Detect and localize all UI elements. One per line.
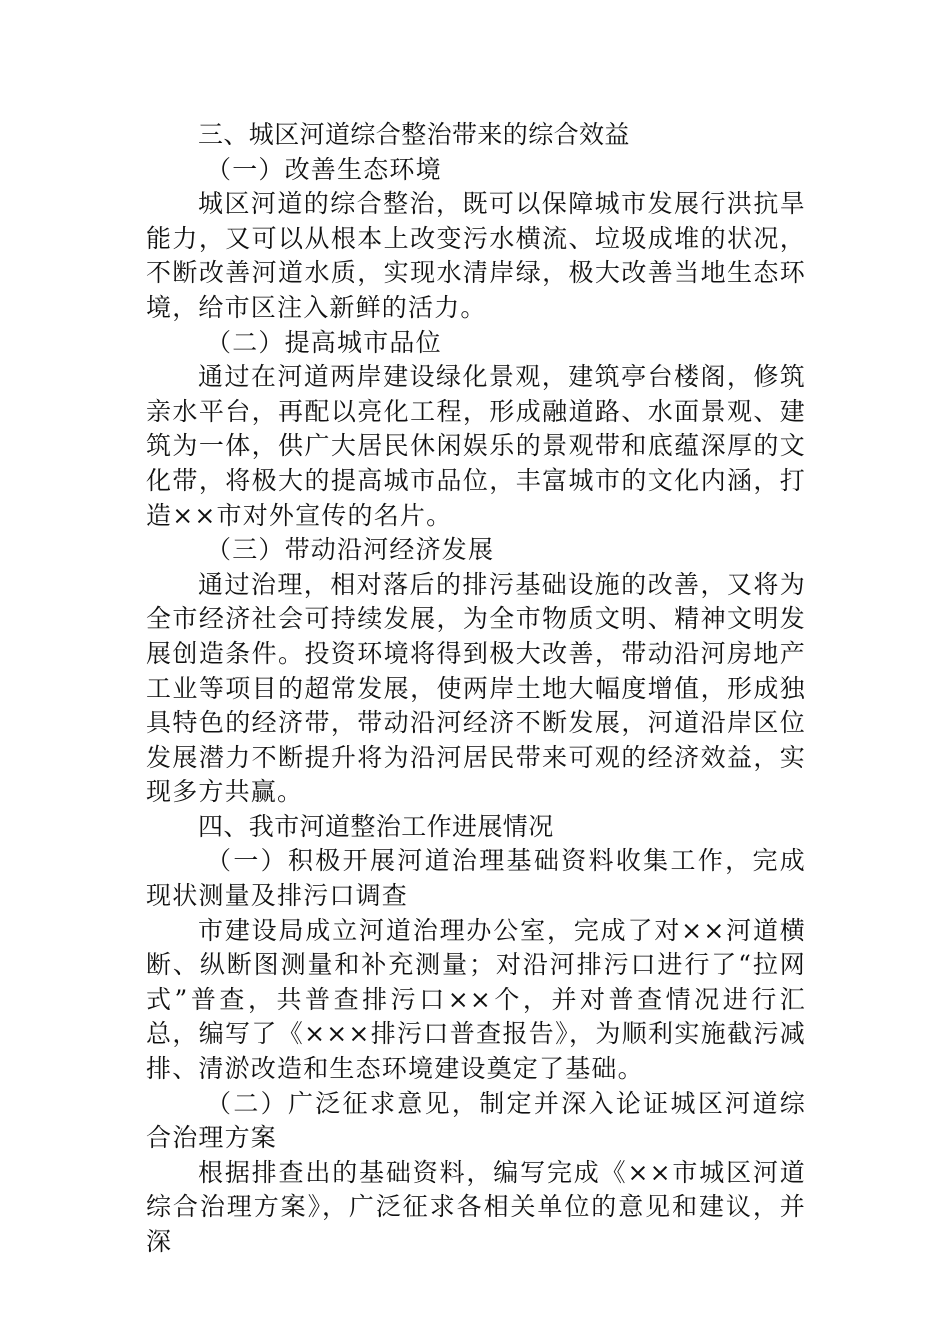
- subsection-heading: （二）广泛征求意见，制定并深入论证城区河道综合治理方案: [146, 1088, 806, 1153]
- subsection-heading: （一）积极开展河道治理基础资料收集工作，完成现状测量及排污口调查: [146, 846, 806, 911]
- paragraph: 城区河道的综合整治，既可以保障城市发展行洪抗旱能力，又可以从根本上改变污水横流、垃圾成堆的状况，不断改善河道水质，实现水清岸绿，极大改善当地生态环境，给市区注入新鲜的活力。: [146, 189, 806, 322]
- paragraph: 市建设局成立河道治理办公室，完成了对××河道横断、纵断图测量和补充测量；对沿河排污口进行了“拉网式”普查，共普查排污口××个，并对普查情况进行汇总，编写了《×××排污口普查报告》，为顺利实施截污减排、清淤改造和生态环境建设奠定了基础。: [146, 915, 806, 1084]
- paragraph: 通过治理，相对落后的排污基础设施的改善，又将为全市经济社会可持续发展，为全市物质文明、精神文明发展创造条件。投资环境将得到极大改善，带动沿河房地产工业等项目的超常发展，使两岸土地大幅度增值，形成独具特色的经济带，带动沿河经济不断发展，河道沿岸区位发展潜力不断提升将为沿河居民带来可观的经济效益，实现多方共赢。: [146, 569, 806, 807]
- subsection-heading: （三）带动沿河经济发展: [206, 535, 495, 565]
- document-body: [146, 118, 806, 1260]
- paragraph: 根据排查出的基础资料，编写完成《××市城区河道综合治理方案》，广泛征求各相关单位的意见和建议，并深: [146, 1157, 806, 1256]
- subsection-heading: （一）改善生态环境: [206, 154, 442, 184]
- subsection-heading: （二）提高城市品位: [206, 327, 442, 357]
- section-heading: 三、城区河道综合整治带来的综合效益: [198, 120, 630, 149]
- section-heading: 四、我市河道整治工作进展情况: [198, 811, 554, 841]
- paragraph: 通过在河道两岸建设绿化景观，建筑亭台楼阁，修筑亲水平台，再配以亮化工程，形成融道路、水面景观、建筑为一体，供广大居民休闲娱乐的景观带和底蕴深厚的文化带，将极大的提高城市品位，丰富城市的文化内涵，打造××市对外宣传的名片。: [146, 362, 806, 530]
